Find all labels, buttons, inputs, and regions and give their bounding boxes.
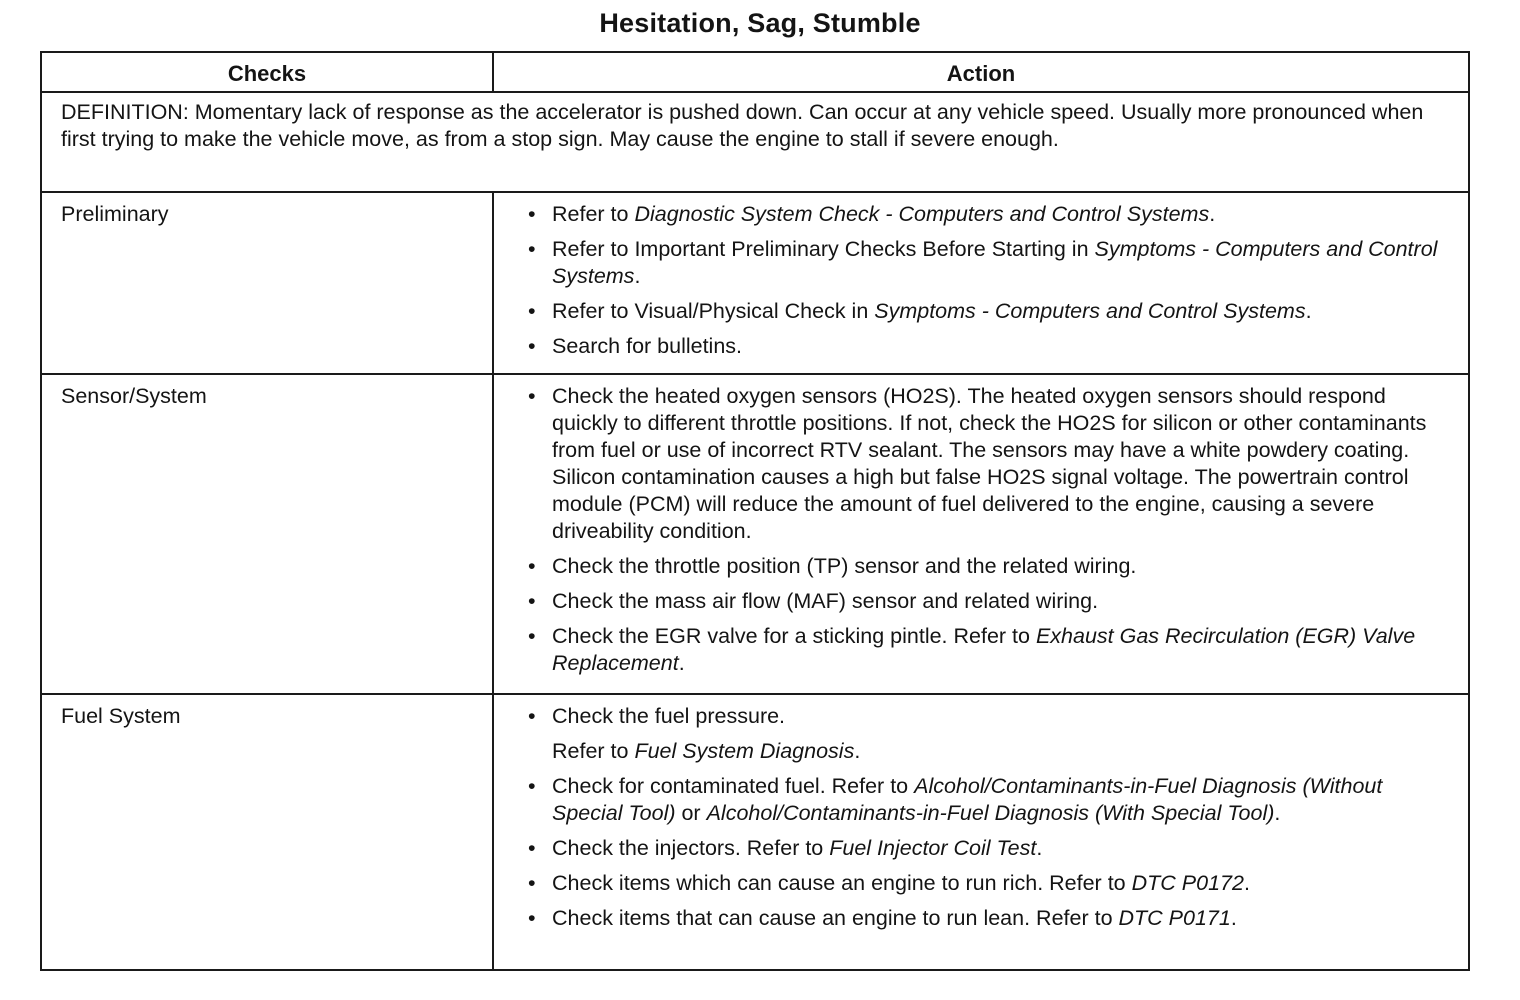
definition-text: DEFINITION: Momentary lack of response as the accelerator is pushed down. Can occur at any vehicle speed. Usually more pronounced when first trying to make the vehicle move, as from a stop sign. May cause the engine to stall if severe enough. bbox=[41, 92, 1469, 192]
table-row bbox=[41, 694, 1469, 970]
action-item bbox=[494, 870, 1452, 897]
action-text: . bbox=[634, 264, 641, 288]
action-list bbox=[494, 703, 1452, 932]
action-text: . bbox=[1230, 906, 1237, 930]
action-text: . bbox=[678, 651, 685, 675]
action-item bbox=[494, 201, 1452, 228]
action-item bbox=[494, 298, 1452, 325]
bullet-icon: • bbox=[528, 334, 536, 358]
action-text: . bbox=[1274, 801, 1281, 825]
action-item bbox=[494, 703, 1452, 730]
check-label-sensor-system: Sensor/System bbox=[41, 374, 493, 694]
reference-text: Symptoms - Computers and Control Systems bbox=[552, 237, 1438, 288]
header-row bbox=[41, 52, 1469, 92]
check-label-preliminary: Preliminary bbox=[41, 192, 493, 374]
action-cell bbox=[493, 192, 1469, 374]
action-list bbox=[494, 383, 1452, 677]
checks-column-header: Checks bbox=[41, 52, 493, 92]
check-label-fuel-system: Fuel System bbox=[41, 694, 493, 970]
reference-text: DTC P0172 bbox=[1131, 871, 1244, 895]
reference-text: DTC P0171 bbox=[1118, 906, 1231, 930]
reference-text: Fuel Injector Coil Test bbox=[829, 836, 1037, 860]
bullet-icon: • bbox=[528, 554, 536, 578]
action-item bbox=[494, 553, 1452, 580]
bullet-icon: • bbox=[528, 871, 536, 895]
bullet-icon: • bbox=[528, 774, 536, 798]
action-text: Check the fuel pressure. bbox=[552, 704, 786, 728]
action-text: Check items that can cause an engine to run lean. Refer to bbox=[552, 906, 1119, 930]
action-text: . bbox=[1243, 871, 1250, 895]
action-item bbox=[494, 835, 1452, 862]
bullet-icon: • bbox=[528, 906, 536, 930]
action-text: Check the EGR valve for a sticking pintle. Refer to bbox=[552, 624, 1036, 648]
action-list bbox=[494, 201, 1452, 360]
action-text: Refer to Visual/Physical Check in bbox=[552, 299, 875, 323]
bullet-icon: • bbox=[528, 299, 536, 323]
action-item bbox=[494, 773, 1452, 827]
action-text: . bbox=[1305, 299, 1312, 323]
reference-text: Exhaust Gas Recirculation (EGR) Valve Replacement bbox=[552, 624, 1416, 675]
action-text: Check the heated oxygen sensors (HO2S). The heated oxygen sensors should respond quickly to different throttle positions. If not, check the HO2S for silicon or other contaminants from fuel or use of incorrect RTV sealant. The sensors may have a white powdery coating. Silicon contamination causes a high but false HO2S signal voltage. The powertrain control module (PCM) will reduce the amount of fuel delivered to the engine, causing a severe driveability condition. bbox=[552, 384, 1427, 543]
action-text: Check the injectors. Refer to bbox=[552, 836, 830, 860]
action-item bbox=[494, 623, 1452, 677]
definition-row bbox=[41, 92, 1469, 192]
action-text: or bbox=[675, 801, 707, 825]
action-item bbox=[494, 738, 1452, 765]
action-item bbox=[494, 333, 1452, 360]
table-row bbox=[41, 374, 1469, 694]
reference-text: Symptoms - Computers and Control Systems bbox=[874, 299, 1306, 323]
page-title: Hesitation, Sag, Stumble bbox=[599, 8, 921, 38]
reference-text: Fuel System Diagnosis bbox=[634, 739, 855, 763]
action-cell bbox=[493, 694, 1469, 970]
diagnostic-table bbox=[40, 51, 1470, 971]
reference-text: Alcohol/Contaminants-in-Fuel Diagnosis (With Special Tool) bbox=[706, 801, 1275, 825]
reference-text: Diagnostic System Check - Computers and Control Systems bbox=[634, 202, 1210, 226]
bullet-icon: • bbox=[528, 237, 536, 261]
action-item bbox=[494, 236, 1452, 290]
action-item bbox=[494, 905, 1452, 932]
action-text: Check the throttle position (TP) sensor and the related wiring. bbox=[552, 554, 1137, 578]
bullet-icon: • bbox=[528, 624, 536, 648]
action-text: . bbox=[854, 739, 861, 763]
bullet-icon: • bbox=[528, 384, 536, 408]
action-item bbox=[494, 588, 1452, 615]
action-text: Check for contaminated fuel. Refer to bbox=[552, 774, 915, 798]
action-text: Refer to bbox=[552, 739, 635, 763]
action-text: Check the mass air flow (MAF) sensor and related wiring. bbox=[552, 589, 1099, 613]
action-text: . bbox=[1036, 836, 1043, 860]
bullet-icon: • bbox=[528, 589, 536, 613]
action-text: Check items which can cause an engine to run rich. Refer to bbox=[552, 871, 1132, 895]
bullet-icon: • bbox=[528, 202, 536, 226]
action-cell bbox=[493, 374, 1469, 694]
action-text: Search for bulletins. bbox=[552, 334, 743, 358]
action-text: . bbox=[1209, 202, 1216, 226]
action-text: Refer to Important Preliminary Checks Before Starting in bbox=[552, 237, 1095, 261]
table-row bbox=[41, 192, 1469, 374]
bullet-icon: • bbox=[528, 704, 536, 728]
action-item bbox=[494, 383, 1452, 545]
reference-text: Alcohol/Contaminants-in-Fuel Diagnosis (Without Special Tool) bbox=[552, 774, 1383, 825]
bullet-icon: • bbox=[528, 836, 536, 860]
action-column-header: Action bbox=[493, 52, 1469, 92]
action-text: Refer to bbox=[552, 202, 635, 226]
